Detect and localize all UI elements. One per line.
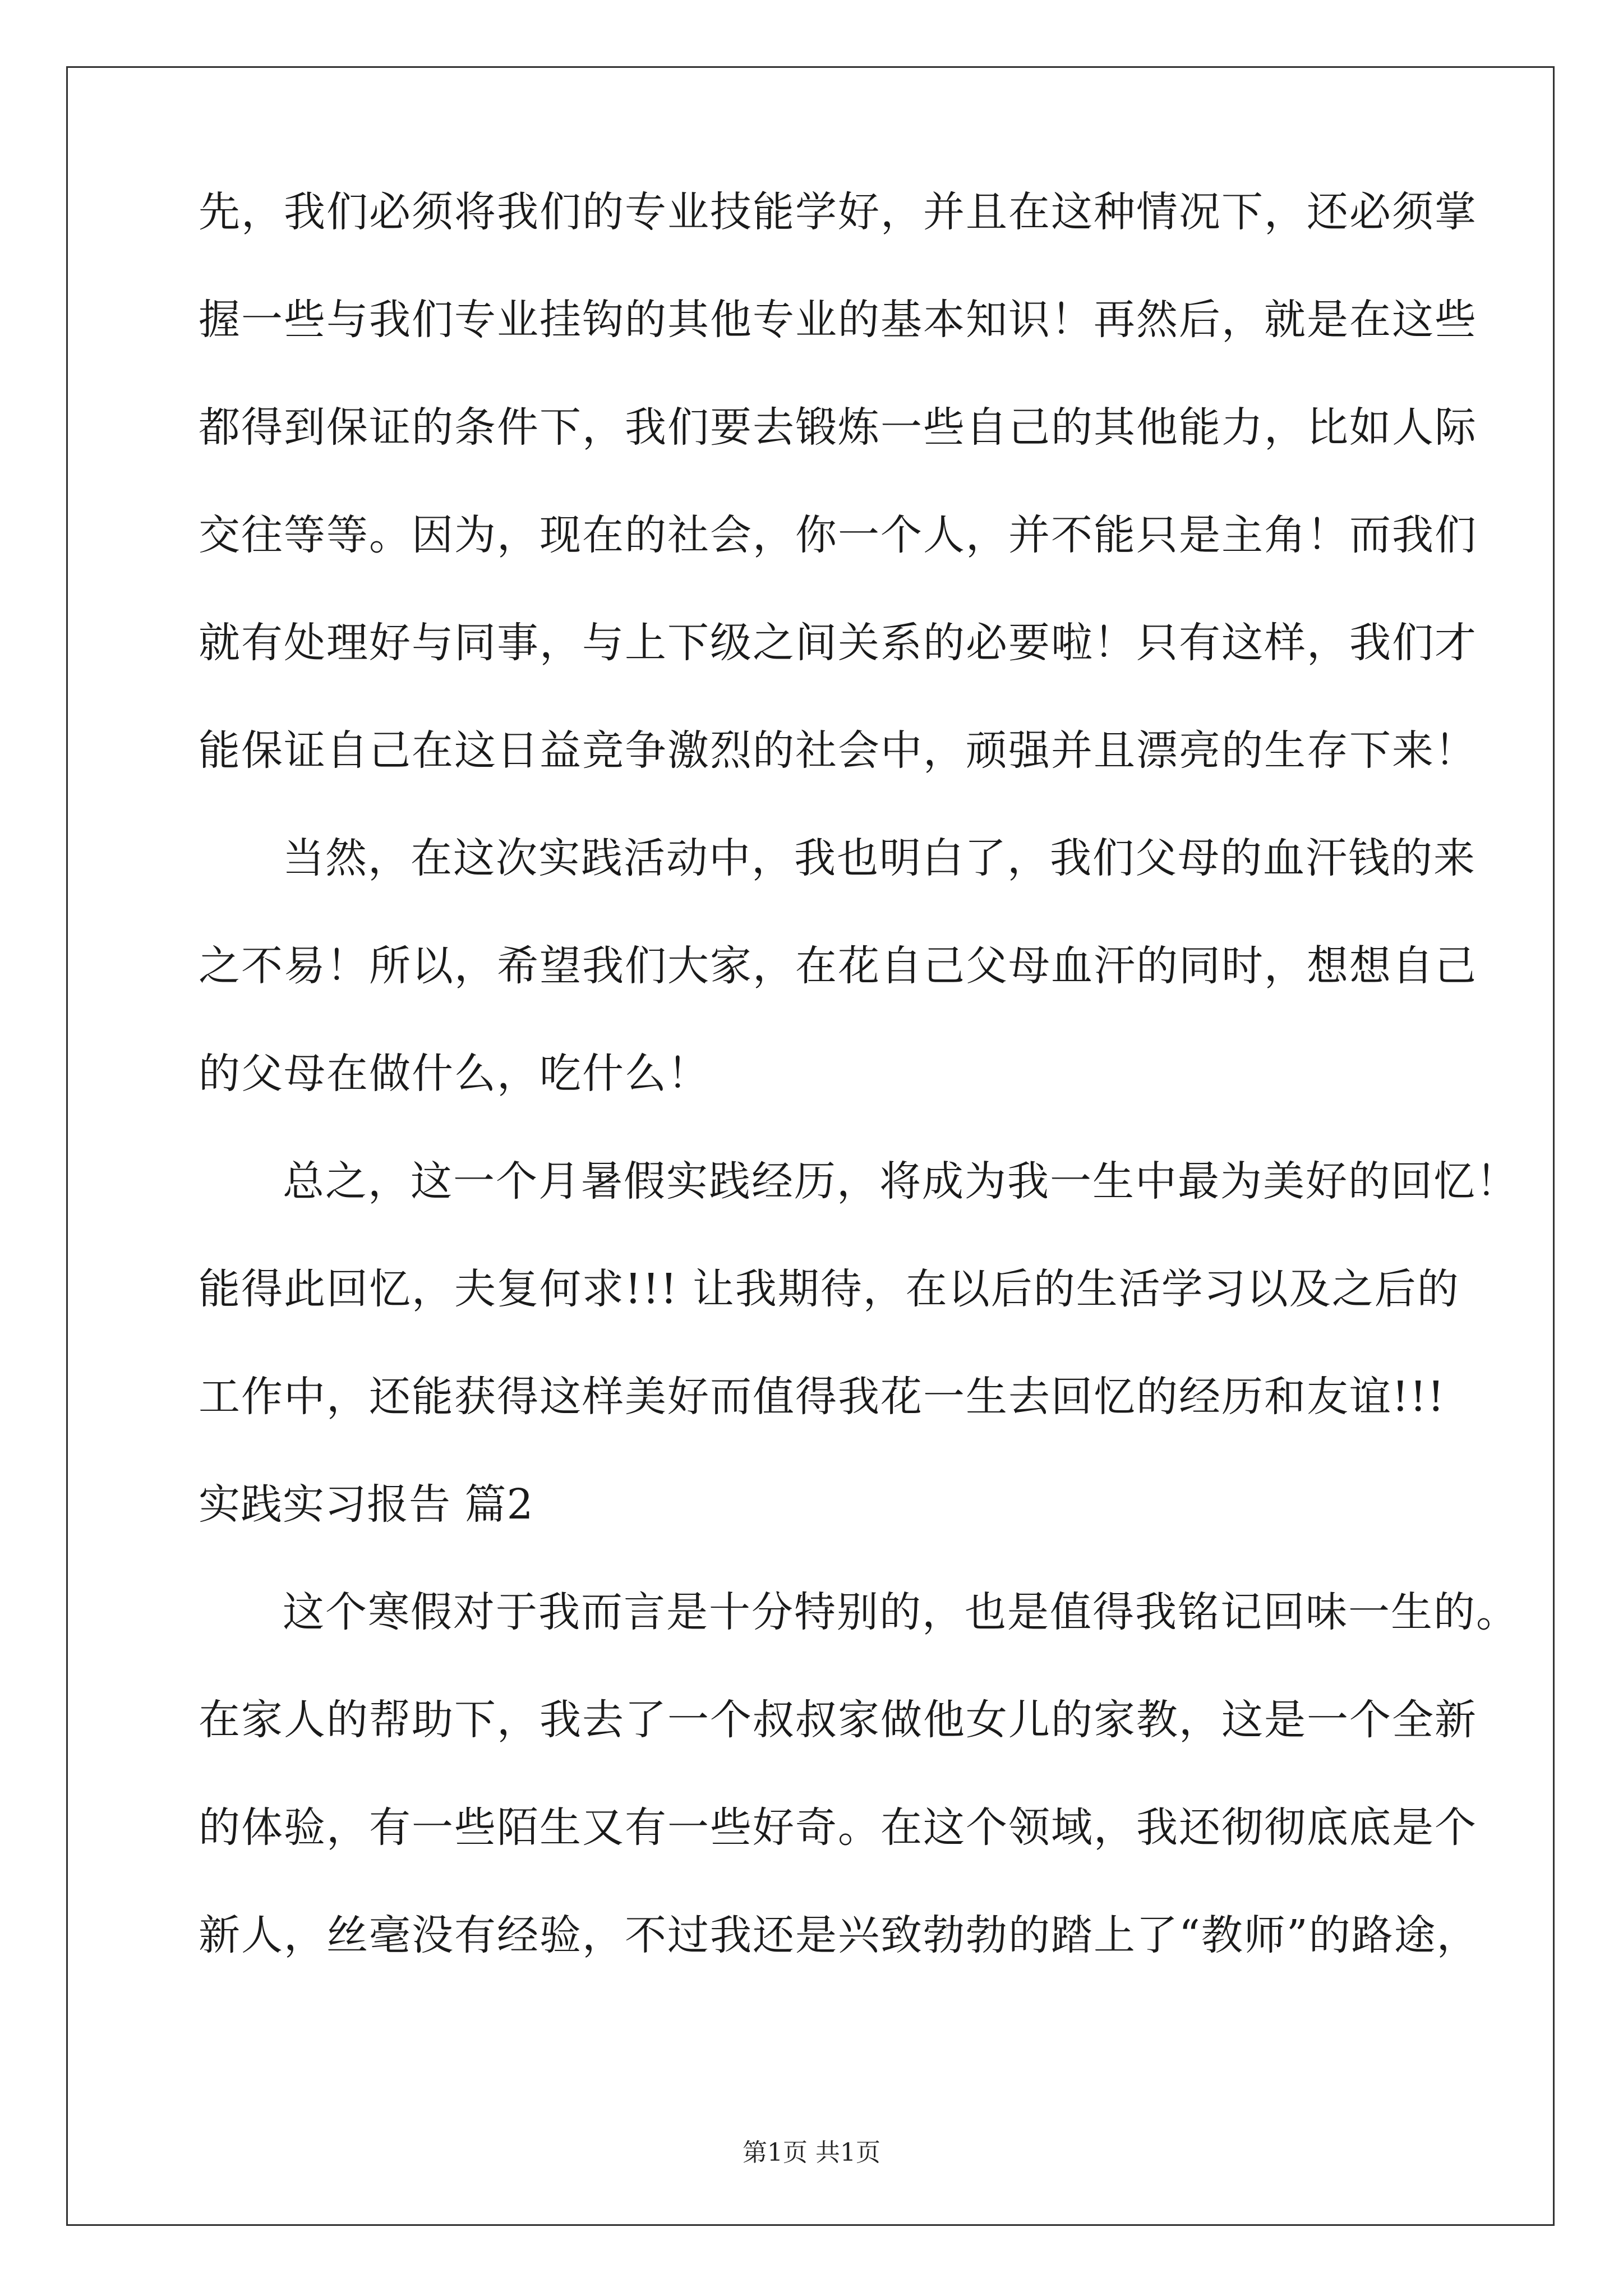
text-line: 工作中，还能获得这样美好而值得我花一生去回忆的经历和友谊!!! [199,1373,1446,1421]
text-line: 在家人的帮助下，我去了一个叔叔家做他女儿的家教，这是一个全新 [199,1696,1477,1744]
text-line: 能得此回忆，夫复何求!!! 让我期待，在以后的生活学习以及之后的 [199,1265,1460,1313]
text-line: 能保证自己在这日益竞争激烈的社会中，顽强并且漂亮的生存下来！ [199,726,1477,775]
paragraph-start-line: 当然，在这次实践活动中，我也明白了，我们父母的血汗钱的来 [283,834,1476,882]
paragraph-start-line: 总之，这一个月暑假实践经历，将成为我一生中最为美好的回忆！ [283,1157,1519,1205]
page-footer [0,2137,1623,2169]
text-line: 都得到保证的条件下，我们要去锻炼一些自己的其他能力，比如人际 [199,403,1477,452]
page-number: 第1页 共1页 [743,2138,880,2167]
paragraph-start-line: 这个寒假对于我而言是十分特别的，也是值得我铭记回味一生的。 [283,1588,1519,1636]
text-line: 新人，丝毫没有经验，不过我还是兴致勃勃的踏上了“教师”的路途， [199,1911,1479,1959]
document-body [199,185,1519,2016]
text-line: 就有处理好与同事，与上下级之间关系的必要啦！只有这样，我们才 [199,619,1477,667]
text-line: 的父母在做什么，吃什么！ [199,1050,710,1098]
section-heading: 实践实习报告 篇2 [199,1480,534,1529]
text-line: 之不易！所以，希望我们大家，在花自己父母血汗的同时，想想自己 [199,942,1477,990]
text-line: 交往等等。因为，现在的社会，你一个人，并不能只是主角！而我们 [199,511,1477,559]
text-line: 的体验，有一些陌生又有一些好奇。在这个领域，我还彻彻底底是个 [199,1803,1477,1852]
text-line: 握一些与我们专业挂钩的其他专业的基本知识！再然后，就是在这些 [199,296,1477,344]
text-line: 先，我们必须将我们的专业技能学好，并且在这种情况下，还必须掌 [199,188,1477,236]
